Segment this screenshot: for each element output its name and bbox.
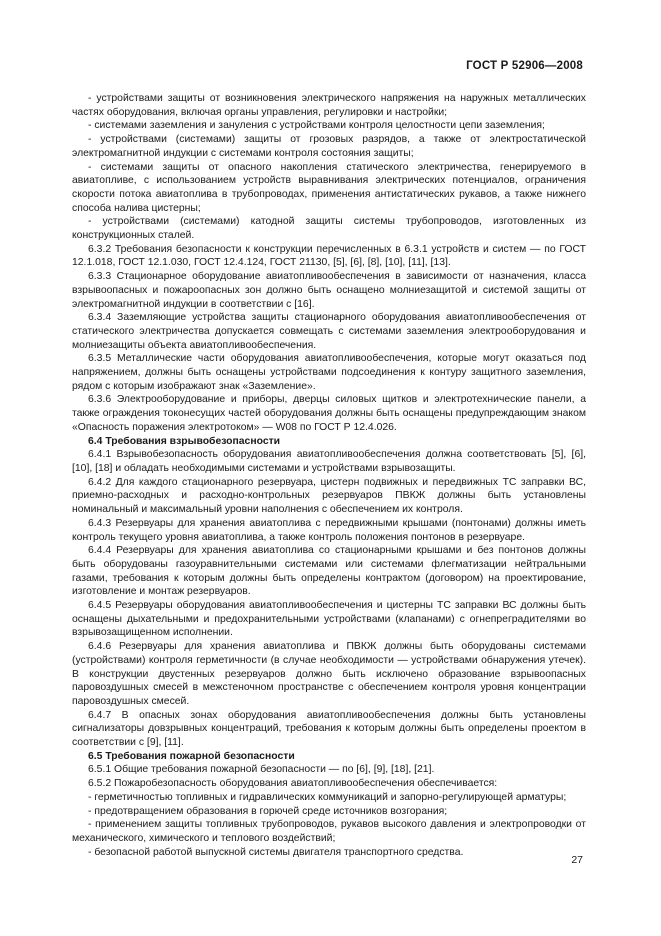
- section-heading: 6.4 Требования взрывобезопасности: [88, 435, 281, 447]
- paragraph: 6.4.6 Резервуары для хранения авиатоплива и ПВКЖ должны быть оборудованы системами (устройствами) контроля герметичности (в случае необходимости — устройствами обнаружения утечек). В конструкции двустенных резервуаров должно быть исключено образование взрывоопасных паровоздушных смесей в межстеночном пространстве с обеспечением контроля уровня концентрации паровоздушных смесей.: [72, 641, 586, 707]
- paragraph: 6.3.5 Металлические части оборудования авиатопливообеспечения, которые могут оказаться под напряжением, должны быть оснащены устройствами подсоединения к контуру защитного заземления, рядом с которым изображают знак «Заземление».: [72, 353, 586, 392]
- paragraph: 6.4.5 Резервуары оборудования авиатопливообеспечения и цистерны ТС заправки ВС должны быть оснащены дыхательными и предохранительными устройствами (клапанами) с огнепреградителями во взрывозащищенном исполнении.: [72, 600, 586, 639]
- paragraph: - безопасной работой выпускной системы двигателя транспортного средства.: [88, 846, 464, 858]
- paragraph: 6.5.2 Пожаробезопасность оборудования авиатопливообеспечения обеспечивается:: [88, 778, 498, 790]
- paragraph: - устройствами (системами) защиты от грозовых разрядов, а также от электростатической электромагнитной индукции с системами контроля состояния защиты;: [72, 134, 586, 159]
- paragraph: - герметичностью топливных и гидравлических коммуникаций и запорно-регулирующей арматуры;: [88, 791, 567, 803]
- paragraph: 6.3.6 Электрооборудование и приборы, дверцы силовых щитков и электротехнические панели, а также ограждения токонесущих частей оборудования должны быть оснащены предупреждающим знаком «Опасность поражения электротоком» — W08 по ГОСТ Р 12.4.026.: [72, 394, 586, 433]
- paragraph: - предотвращением образования в горючей среде источников возгорания;: [88, 805, 448, 817]
- paragraph: 6.5.1 Общие требования пожарной безопасности — по [6], [9], [18], [21].: [88, 764, 435, 776]
- paragraph: 6.4.2 Для каждого стационарного резервуара, цистерн подвижных и передвижных ТС заправки ВС, приемно-расходных и расходно-контрольных резервуаров ПВКЖ должны быть установлены номинальный и максимальный уровни наполнения с обеспечением их контроля.: [72, 476, 586, 516]
- page-number: 27: [571, 854, 583, 866]
- paragraph: 6.4.1 Взрывобезопасность оборудования авиатопливообеспечения должна соответствовать [5], [6], [10], [18] и обладать необходимыми системами и устройствами взрывозащиты.: [72, 449, 586, 474]
- document-number: ГОСТ Р 52906—2008: [466, 60, 583, 72]
- paragraph: 6.4.7 В опасных зонах оборудования авиатопливообеспечения должны быть установлены сигнализаторы довзрывных концентраций, требования к которым должны быть определены проектом в соответствии с [9], [11].: [72, 709, 586, 749]
- body-text: [72, 92, 586, 859]
- paragraph: 6.3.4 Заземляющие устройства защиты стационарного оборудования авиатопливообеспечения от статического электричества допускается совмещать с системами заземления электрооборудования и молниезащиты объекта авиатопливообеспечения.: [72, 312, 586, 351]
- paragraph: 6.4.3 Резервуары для хранения авиатоплива с передвижными крышами (понтонами) должны иметь контроль текущего уровня авиатоплива, а также контроль положения понтонов в резервуаре.: [72, 517, 586, 543]
- paragraph: - устройствами защиты от возникновения электрического напряжения на наружных металлических частях оборудования, включая органы управления, регулировки и настройки;: [72, 93, 586, 118]
- paragraph: 6.3.2 Требования безопасности к конструкции перечисленных в 6.3.1 устройств и систем — по ГОСТ 12.1.018, ГОСТ 12.1.030, ГОСТ 12.4.124, ГОСТ 21130, [5], [6], [8], [10], [11], [13].: [72, 243, 586, 269]
- paragraph: - применением защиты топливных трубопроводов, рукавов высокого давления и электропроводки от механического, химического и теплового воздействий;: [72, 819, 586, 844]
- paragraph: - системами защиты от опасного накопления статического электричества, генерируемого в авиатопливе, с использованием устройств выравнивания электрических потенциалов, ограничения скорости потока авиатоплива в трубопроводах, применения антистатических рукавов, а также нижнего способа налива цистерны;: [72, 161, 586, 214]
- section-heading: 6.5 Требования пожарной безопасности: [88, 750, 295, 762]
- paragraph: 6.3.3 Стационарное оборудование авиатопливообеспечения в зависимости от назначения, класса взрывоопасных и пожароопасных зон должно быть оснащено молниезащитой и системой защиты от электромагнитной индукции в соответствии с [16].: [72, 271, 586, 310]
- paragraph: - устройствами (системами) катодной защиты системы трубопроводов, изготовленных из конструкционных сталей.: [72, 216, 586, 242]
- paragraph: - системами заземления и зануления с устройствами контроля целостности цепи заземления;: [88, 120, 545, 132]
- paragraph: 6.4.4 Резервуары для хранения авиатоплива со стационарными крышами и без понтонов должны быть оборудованы газоуравнительными системами или системами флегматизации нейтральными газами, требования к которым должны быть определены контрактом (договором) на проектирование, изготовление и монтаж резервуаров.: [72, 545, 586, 598]
